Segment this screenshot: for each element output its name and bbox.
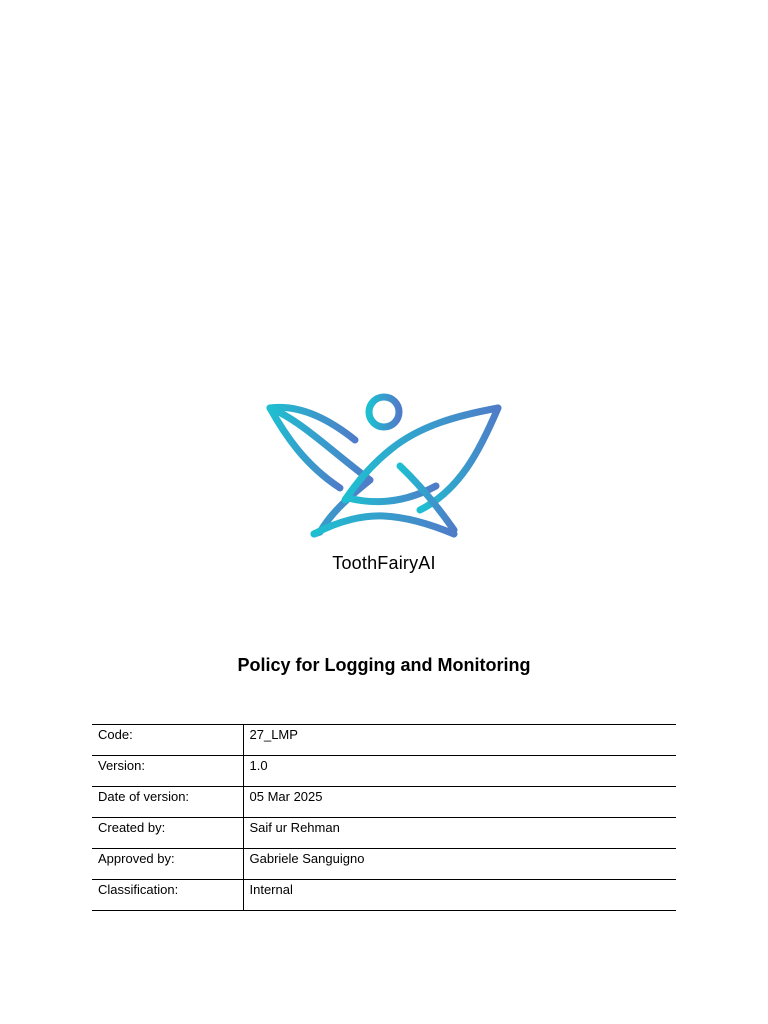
metadata-value: Saif ur Rehman: [243, 818, 676, 849]
table-row: [92, 849, 676, 880]
table-row: [92, 880, 676, 911]
butterfly-logo-icon: [260, 390, 508, 546]
metadata-label: Version:: [92, 756, 243, 787]
metadata-label: Approved by:: [92, 849, 243, 880]
table-row: [92, 725, 676, 756]
table-row: [92, 818, 676, 849]
table-row: [92, 787, 676, 818]
metadata-value: Gabriele Sanguigno: [243, 849, 676, 880]
metadata-value: 27_LMP: [243, 725, 676, 756]
table-row: [92, 756, 676, 787]
document-metadata-table: [92, 724, 676, 911]
metadata-label: Date of version:: [92, 787, 243, 818]
document-title: Policy for Logging and Monitoring: [237, 655, 531, 675]
metadata-label: Code:: [92, 725, 243, 756]
metadata-value: Internal: [243, 880, 676, 911]
metadata-label: Created by:: [92, 818, 243, 849]
metadata-label: Classification:: [92, 880, 243, 911]
metadata-value: 1.0: [243, 756, 676, 787]
metadata-value: 05 Mar 2025: [243, 787, 676, 818]
company-name: ToothFairyAI: [332, 553, 436, 573]
